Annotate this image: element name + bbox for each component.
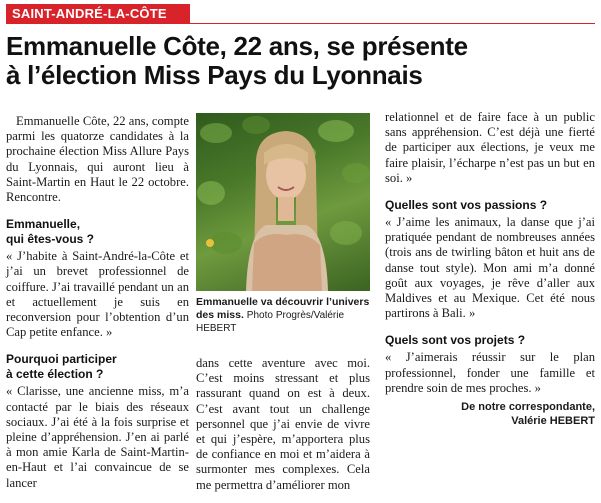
column-2 [196, 356, 370, 493]
headline-line-2: à l’élection Miss Pays du Lyonnais [6, 60, 423, 90]
answer-2-part-1: « Clarisse, une ancienne miss, m’a contacté par le biais des réseaux sociaux. J’ai été à la fois surprise et pleine d’appréhension. J’en ai parlé à mon amie Karla de Saint-Martin-en-Haut et l’ai convaincue de se lancer [6, 384, 189, 490]
byline-line-2: Valérie HEBERT [511, 415, 595, 428]
answer-3: « J’aime les animaux, la danse que j’ai pratiquée pendant de nombreuses années (trois ans de twirling bâton et huit ans de danse tout style). Mon ami m’a donné goût aux voyages, je rêve d’aller aux Maldives et au Mexique. Cet été nous partirons à Bali. » [385, 215, 595, 321]
intro-paragraph: Emmanuelle Côte, 22 ans, compte parmi les quatorze candidates à la prochaine élection Miss Allure Pays du Lyonnais, qui auront lieu à Saint-Martin en Haut le 22 octobre. Rencontre. [6, 114, 189, 205]
byline-line-1: De notre correspondante, [461, 401, 595, 414]
article-headline [6, 32, 596, 90]
portrait-photo [196, 113, 370, 291]
question-1 [6, 217, 189, 247]
section-kicker: SAINT-ANDRÉ-LA-CÔTE [6, 4, 190, 24]
question-1-line-1: Emmanuelle, [6, 217, 81, 232]
byline [385, 400, 595, 428]
question-3: Quelles sont vos passions ? [385, 198, 548, 213]
column-3 [385, 110, 595, 428]
question-2-line-2: à cette élection ? [6, 367, 104, 382]
photo-caption [196, 296, 372, 335]
question-2 [6, 352, 189, 382]
caption-credit: Progrès/Valérie HEBERT [196, 310, 345, 334]
column-1 [6, 114, 189, 491]
answer-2-part-2: dans cette aventure avec moi. C’est moins stressant et plus rassurant quand on est à deux. C’est avant tout un challenge personnel que j’ai envie de vivre et qui j’espère, m’apportera plus de confiance en moi et m’aidera à surmonter mes complexes. Cela me permettra d’améliorer mon [196, 356, 370, 492]
yellow-flower [206, 239, 214, 247]
question-2-line-1: Pourquoi participer [6, 352, 117, 367]
neck [278, 197, 294, 221]
answer-2-part-3: relationnel et de faire face à un public sans appréhension. C’est déjà une fierté de participer aux élections, je veux me faire plaisir, l’écharpe n’est pas un but en soi. » [385, 110, 595, 185]
answer-4: « J’aimerais réussir sur le plan professionnel, fonder une famille et prendre soin de mes proches. » [385, 350, 595, 395]
question-4: Quels sont vos projets ? [385, 333, 526, 348]
caption-credit-label: Photo [246, 310, 273, 321]
floral-pattern [252, 234, 322, 291]
portrait-illustration [196, 113, 370, 291]
caption-text: Emmanuelle va découvrir l’univers des miss. [196, 296, 370, 321]
question-1-line-2: qui êtes-vous ? [6, 232, 95, 247]
answer-1: « J’habite à Saint-André-la-Côte et j’ai un brevet professionnel de coiffure. J’ai travaillé pendant un an et actuellement je suis en reconversion pour l’obtention d’un Cap petite enfance. » [6, 249, 189, 340]
section-rule [190, 23, 595, 24]
headline-line-1: Emmanuelle Côte, 22 ans, se présente [6, 31, 468, 61]
